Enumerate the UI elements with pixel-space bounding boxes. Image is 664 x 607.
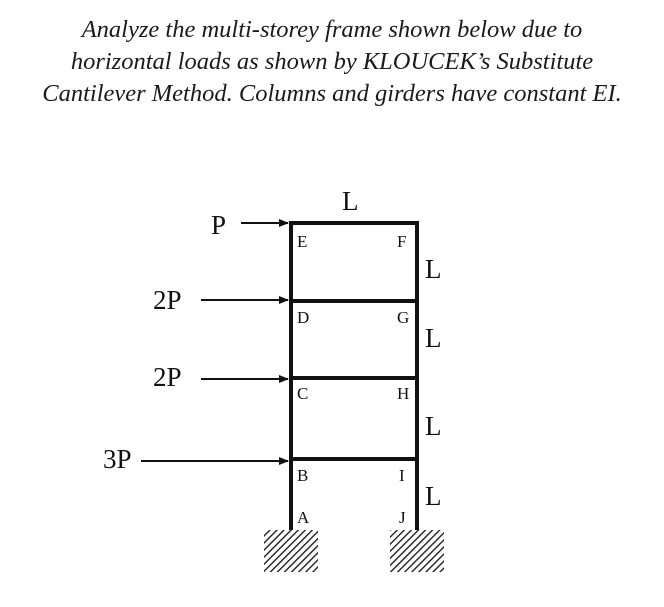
- node-label-f: F: [397, 232, 407, 251]
- storey-height-label-4: L: [425, 481, 442, 511]
- node-label-b: B: [297, 466, 309, 485]
- node-label-h: H: [397, 384, 410, 403]
- storey-height-label-2: L: [425, 323, 442, 353]
- load-label-3p: 3P: [103, 444, 132, 474]
- node-label-e: E: [297, 232, 308, 251]
- node-label-d: D: [297, 308, 310, 327]
- storey-height-label-1: L: [425, 254, 442, 284]
- node-label-i: I: [399, 466, 405, 485]
- span-label: L: [342, 186, 359, 216]
- problem-line-3: Cantilever Method. Columns and girders have constant EI.: [42, 80, 622, 107]
- fixed-support-j: [390, 530, 444, 572]
- node-label-g: G: [397, 308, 410, 327]
- fixed-support-a: [264, 530, 318, 572]
- node-label-c: C: [297, 384, 309, 403]
- problem-line-2: horizontal loads as shown by KLOUCEK’s Substitute: [70, 48, 594, 75]
- node-label-a: A: [297, 508, 310, 527]
- problem-line-1: Analyze the multi-storey frame shown below due to: [81, 16, 583, 43]
- storey-height-label-3: L: [425, 411, 442, 441]
- load-label-2p-upper: 2P: [153, 285, 182, 315]
- load-label-2p-lower: 2P: [153, 362, 182, 392]
- node-label-j: J: [399, 508, 406, 527]
- load-label-p: P: [211, 210, 227, 240]
